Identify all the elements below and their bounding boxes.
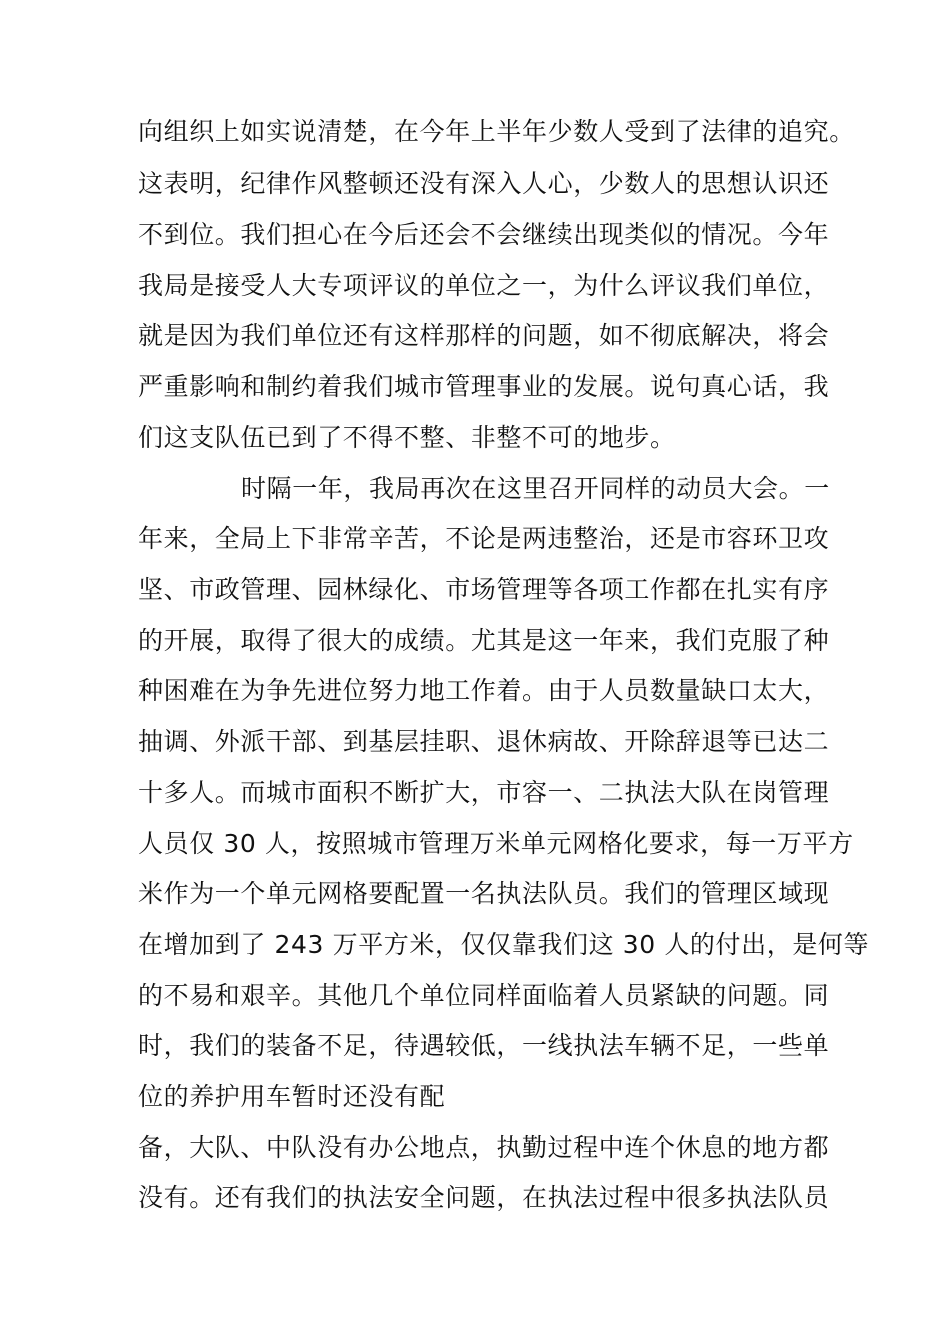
text-line: 这表明，纪律作风整顿还没有深入人心，少数人的思想认识还: [138, 169, 830, 198]
text-line: 的不易和艰辛。其他几个单位同样面临着人员紧缺的问题。同: [138, 981, 830, 1010]
text-line: 备，大队、中队没有办公地点，执勤过程中连个休息的地方都: [138, 1133, 830, 1162]
text-line: 抽调、外派干部、到基层挂职、退休病故、开除辞退等已达二: [138, 727, 830, 756]
text-line: 十多人。而城市面积不断扩大，市容一、二执法大队在岗管理: [138, 778, 830, 807]
text-line: 向组织上如实说清楚，在今年上半年少数人受到了法律的追究。: [138, 117, 855, 146]
text-line: 种困难在为争先进位努力地工作着。由于人员数量缺口太大，: [138, 676, 830, 705]
paragraph-first-line: 时隔一年，我局再次在这里召开同样的动员大会。一: [241, 474, 830, 503]
text-line: 米作为一个单元网格要配置一名执法队员。我们的管理区域现: [138, 879, 830, 908]
text-line: 人员仅 30 人，按照城市管理万米单元网格化要求，每一万平方: [138, 829, 854, 858]
text-line: 坚、市政管理、园林绿化、市场管理等各项工作都在扎实有序: [138, 575, 830, 604]
text-line: 不到位。我们担心在今后还会不会继续出现类似的情况。今年: [138, 220, 830, 249]
text-line: 严重影响和制约着我们城市管理事业的发展。说句真心话，我: [138, 372, 830, 401]
text-line: 的开展，取得了很大的成绩。尤其是这一年来，我们克服了种: [138, 626, 830, 655]
text-line: 年来，全局上下非常辛苦，不论是两违整治，还是市容环卫攻: [138, 524, 830, 553]
text-line: 没有。还有我们的执法安全问题，在执法过程中很多执法队员: [138, 1183, 830, 1212]
text-line: 时，我们的装备不足，待遇较低，一线执法车辆不足，一些单: [138, 1031, 830, 1060]
text-line: 在增加到了 243 万平方米，仅仅靠我们这 30 人的付出，是何等: [138, 930, 870, 959]
text-line: 我局是接受人大专项评议的单位之一，为什么评议我们单位，: [138, 271, 830, 300]
text-line: 们这支队伍已到了不得不整、非整不可的地步。: [138, 423, 676, 452]
text-line: 就是因为我们单位还有这样那样的问题，如不彻底解决，将会: [138, 321, 830, 350]
text-line: 位的养护用车暂时还没有配: [138, 1082, 446, 1111]
